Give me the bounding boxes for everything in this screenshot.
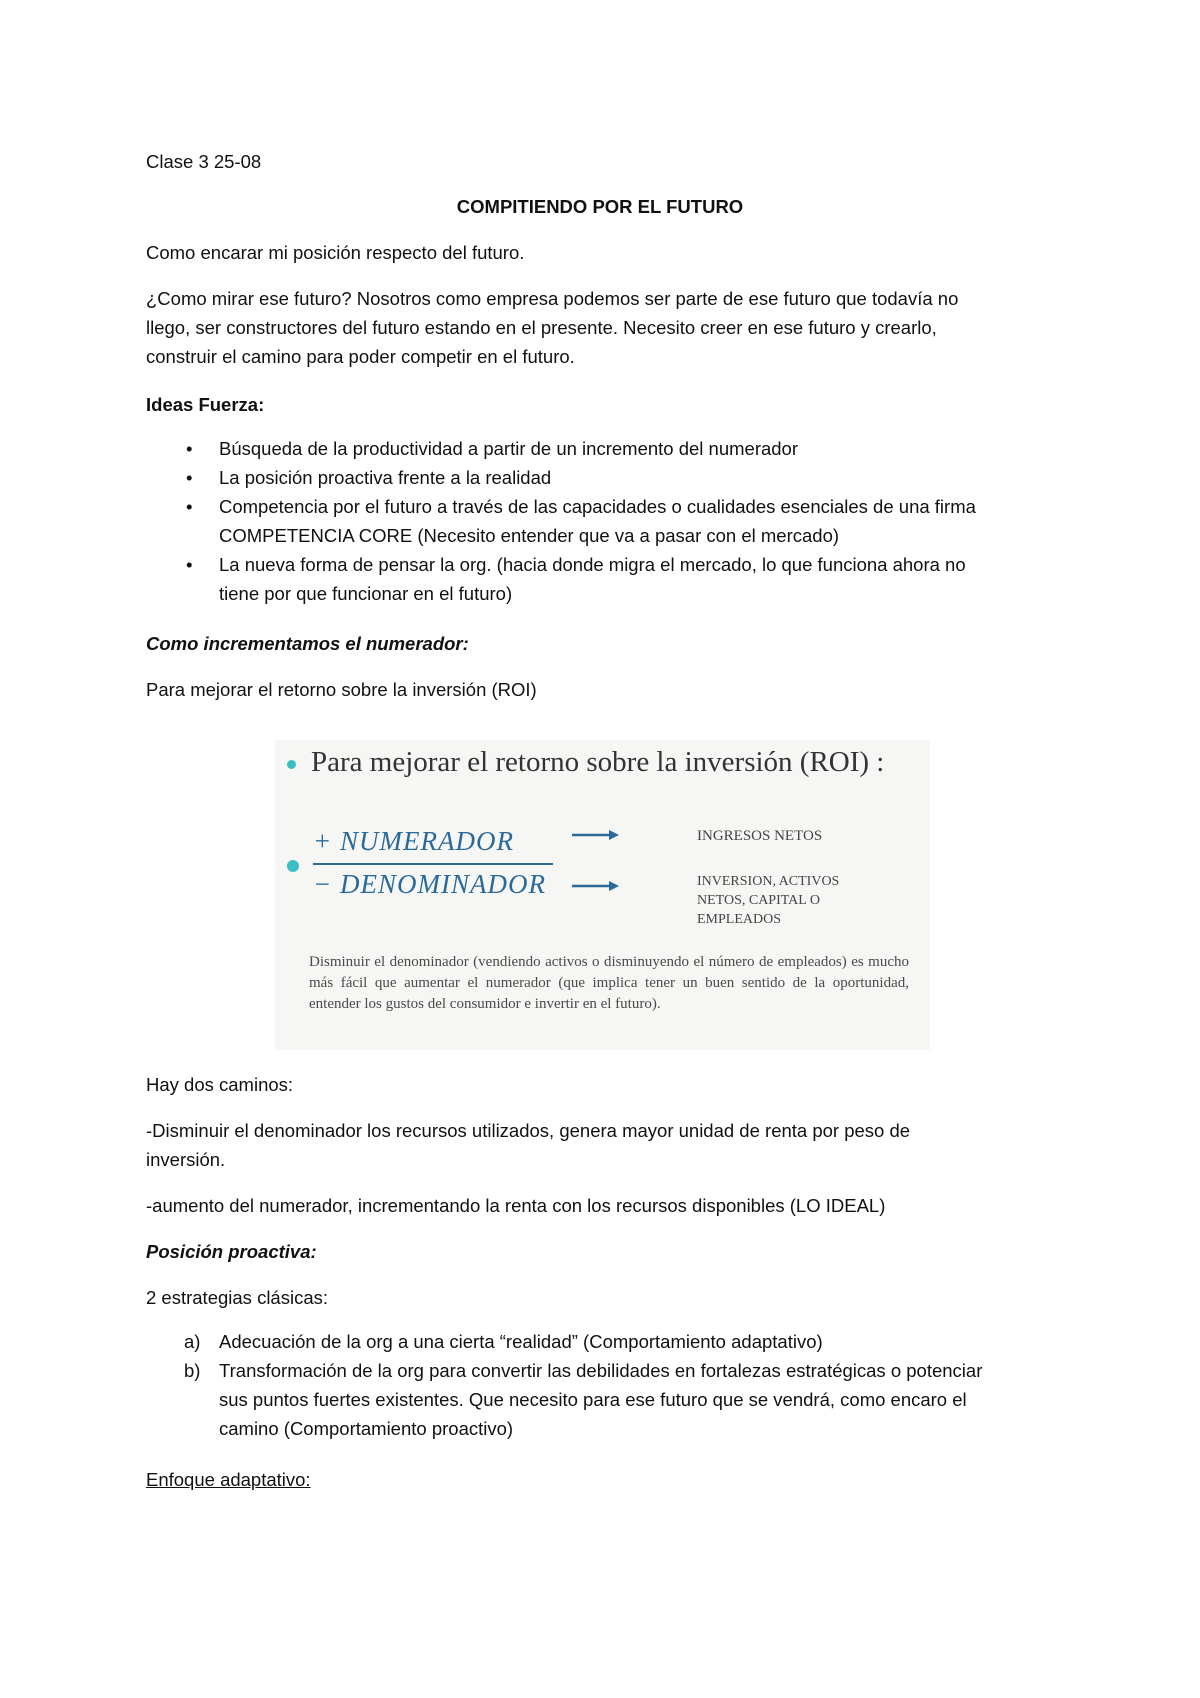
figure-title: Para mejorar el retorno sobre la inversión (ROI) :: [311, 746, 885, 778]
intro-line: ¿Como mirar ese futuro? Nosotros como empresa podemos ser parte de ese futuro que todavía no: [146, 288, 959, 309]
list-marker: b): [184, 1360, 201, 1381]
intro-line: llego, ser constructores del futuro estando en el presente. Necesito creer en ese futuro y crearlo,: [146, 317, 937, 338]
list-item: • La posición proactiva frente a la realidad: [146, 463, 1066, 492]
document-title: COMPITIENDO POR EL FUTURO: [456, 196, 744, 217]
denominator-label: INVERSION, ACTIVOS NETOS, CAPITAL O EMPLEADOS: [697, 874, 840, 927]
roi-figure: [275, 740, 930, 1050]
arrow-right-icon: [571, 828, 621, 842]
list-item: b) Transformación de la org para convertir las debilidades en fortalezas estratégicas o potenciar sus puntos fuertes existentes. Que necesito para ese futuro que se vendrá, como encaro el camino (Comportamiento proactivo): [146, 1356, 1066, 1443]
subtitle: Como encarar mi posición respecto del futuro.: [146, 242, 525, 263]
strategies-heading: 2 estrategias clásicas:: [146, 1287, 329, 1308]
path-2: -aumento del numerador, incrementando la renta con los recursos disponibles (LO IDEAL): [146, 1195, 886, 1216]
numerator-heading: Como incrementamos el numerador:: [146, 633, 469, 654]
ideas-list: [146, 434, 1066, 608]
denominator-text: − DENOMINADOR: [313, 869, 546, 899]
strategies-list: [146, 1327, 1066, 1443]
numerator-label: INGRESOS NETOS: [697, 828, 823, 844]
list-item: a) Adecuación de la org a una cierta “realidad” (Comportamiento adaptativo): [146, 1327, 1066, 1356]
bullet-icon: •: [186, 554, 193, 575]
figure-note: Disminuir el denominador (vendiendo activos o disminuyendo el número de empleados) es mucho más fácil que aumentar el numerador (que implica tener un buen sentido de la oportunidad, entender los gustos del consumidor e invertir en el futuro).: [309, 954, 909, 1012]
list-item: • Competencia por el futuro a través de las capacidades o cualidades esenciales de una firma COMPETENCIA CORE (Necesito entender que va a pasar con el mercado): [146, 492, 1066, 550]
two-paths-heading: Hay dos caminos:: [146, 1074, 294, 1095]
adaptive-heading: Enfoque adaptativo:: [146, 1469, 311, 1490]
ideas-heading: Ideas Fuerza:: [146, 394, 265, 415]
arrow-right-icon: [571, 879, 621, 893]
fraction-line: [313, 863, 553, 865]
numerator-text: + NUMERADOR: [313, 826, 514, 856]
class-header: Clase 3 25-08: [146, 151, 262, 172]
roi-line: Para mejorar el retorno sobre la inversión (ROI): [146, 679, 537, 700]
bullet-icon: •: [186, 467, 193, 488]
bullet-icon: [287, 760, 296, 769]
proactive-heading: Posición proactiva:: [146, 1241, 317, 1262]
list-marker: a): [184, 1331, 201, 1352]
path-1-line: -Disminuir el denominador los recursos utilizados, genera mayor unidad de renta por peso de: [146, 1120, 911, 1141]
bullet-icon: [287, 860, 299, 872]
bullet-icon: •: [186, 496, 193, 517]
list-item: • Búsqueda de la productividad a partir de un incremento del numerador: [146, 434, 1066, 463]
intro-line: construir el camino para poder competir en el futuro.: [146, 346, 575, 367]
bullet-icon: •: [186, 438, 193, 459]
path-1-line: inversión.: [146, 1149, 226, 1170]
list-item: • La nueva forma de pensar la org. (hacia donde migra el mercado, lo que funciona ahora no tiene por que funcionar en el futuro): [146, 550, 1066, 608]
